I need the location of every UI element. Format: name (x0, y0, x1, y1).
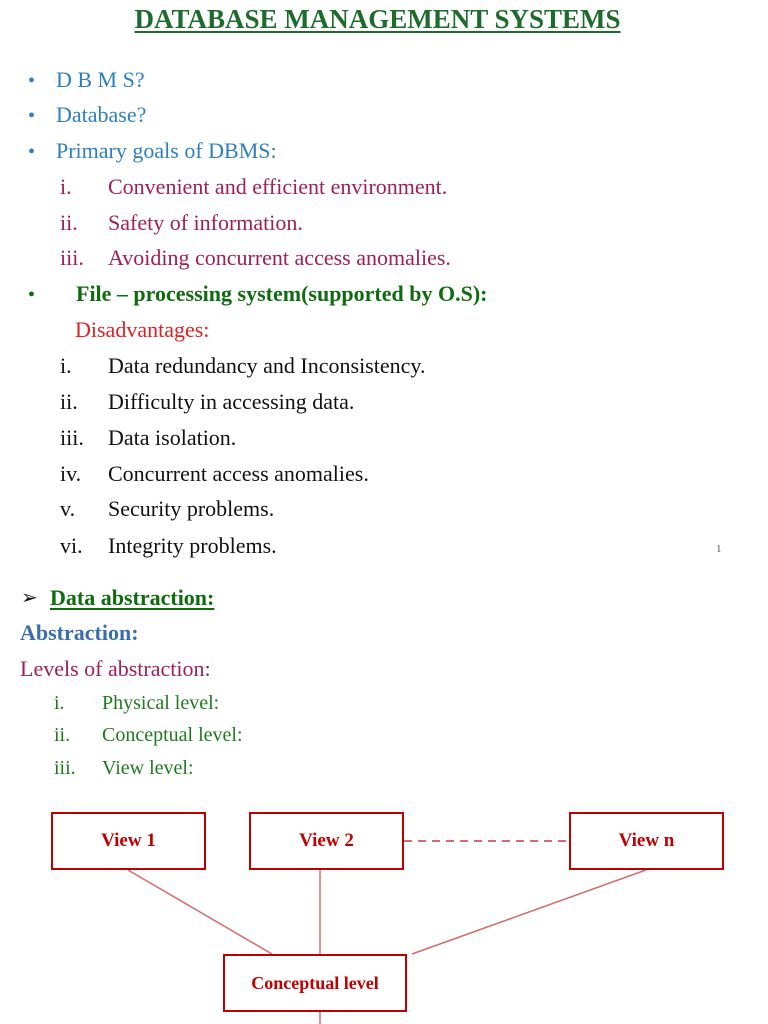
page-title: DATABASE MANAGEMENT SYSTEMS (134, 4, 621, 34)
disadvantages-label: Disadvantages: (75, 317, 210, 342)
disadvantage-number: i. (60, 353, 72, 378)
levels-label: Levels of abstraction: (20, 656, 211, 681)
disadvantage-text: Integrity problems. (108, 533, 277, 558)
level-number: ii. (54, 724, 71, 746)
bullet-dot: • (28, 284, 36, 306)
bullet-dot: • (28, 70, 36, 92)
level-text: Physical level: (102, 692, 220, 714)
view-2-box: View 2 (249, 812, 404, 870)
disadvantage-text: Difficulty in accessing data. (108, 389, 355, 414)
level-number: iii. (54, 757, 76, 779)
goal-number: ii. (60, 210, 78, 235)
connector-viewn (412, 870, 646, 954)
question-goals: Primary goals of DBMS: (56, 138, 277, 163)
disadvantage-text: Data redundancy and Inconsistency. (108, 353, 426, 378)
view-1-box: View 1 (51, 812, 206, 870)
connector-view1 (128, 870, 272, 954)
disadvantage-text: Concurrent access anomalies. (108, 461, 369, 486)
disadvantage-number: v. (60, 496, 76, 521)
goal-text: Safety of information. (108, 210, 303, 235)
disadvantage-text: Security problems. (108, 496, 275, 521)
view-n-box: View n (569, 812, 724, 870)
level-text: Conceptual level: (102, 724, 243, 746)
disadvantage-number: iv. (60, 461, 82, 486)
disadvantage-number: vi. (60, 533, 83, 558)
abstraction-subheading: Abstraction: (20, 620, 139, 645)
question-database: Database? (56, 102, 147, 127)
level-number: i. (54, 692, 65, 714)
disadvantage-number: iii. (60, 425, 84, 450)
arrow-bullet-icon: ➢ (21, 587, 38, 609)
data-abstraction-heading: Data abstraction: (50, 585, 215, 610)
conceptual-level-box: Conceptual level (223, 954, 407, 1012)
goal-number: iii. (60, 245, 84, 270)
goal-number: i. (60, 174, 72, 199)
bullet-dot: • (28, 141, 36, 163)
level-text: View level: (102, 757, 194, 779)
file-processing-heading: File – processing system(supported by O.S): (76, 281, 488, 306)
slide-number: 1 (716, 543, 722, 555)
disadvantage-number: ii. (60, 389, 78, 414)
disadvantage-text: Data isolation. (108, 425, 237, 450)
goal-text: Convenient and efficient environment. (108, 174, 448, 199)
bullet-dot: • (28, 105, 36, 127)
goal-text: Avoiding concurrent access anomalies. (108, 245, 451, 270)
question-dbms: D B M S? (56, 67, 145, 92)
